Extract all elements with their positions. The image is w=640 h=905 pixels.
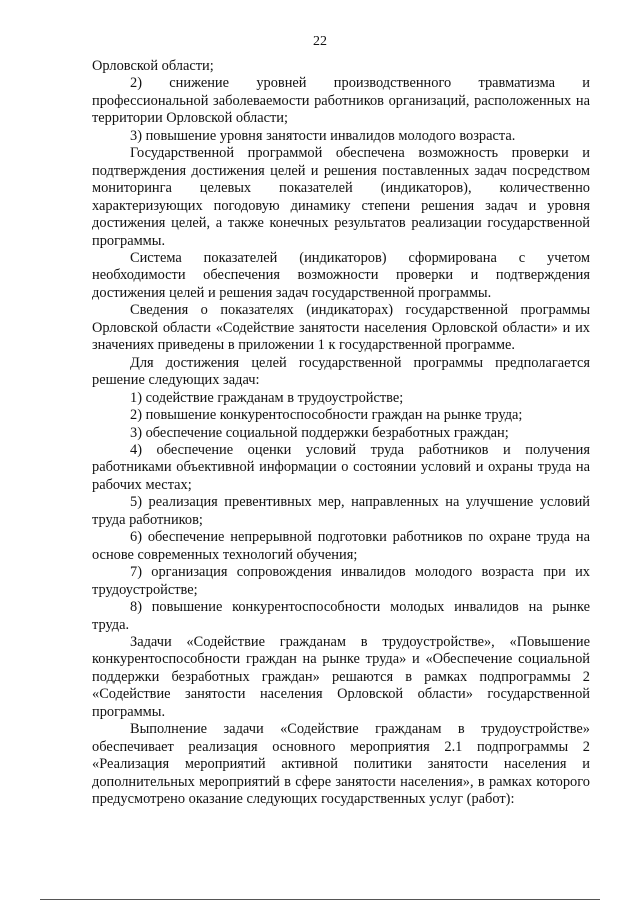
- document-body: [92, 58, 590, 808]
- task-item: 2) повышение конкурентоспособности граждан на рынке труда;: [130, 407, 523, 424]
- task-item: 7) организация сопровождения инвалидов молодого возраста при их трудоустройстве;: [92, 564, 590, 598]
- task-item: 6) обеспечение непрерывной подготовки работников по охране труда на основе современных технологий обучения;: [92, 529, 590, 563]
- paragraph-task-execution: Выполнение задачи «Содействие гражданам в трудоустройстве» обеспечивает реализация основного мероприятия 2.1 подпрограммы 2 «Реализация мероприятий активной политики занятости населения и дополнительных мероприятий в сфере занятости населения», в рамках которого предусмотрено оказание следующих государственных услуг (работ):: [92, 721, 590, 808]
- task-item: 5) реализация превентивных мер, направленных на улучшение условий труда работников;: [92, 494, 590, 528]
- task-item: 3) обеспечение социальной поддержки безработных граждан;: [130, 424, 509, 441]
- paragraph-continuation: Орловской области;: [92, 58, 214, 74]
- bottom-rule: [40, 899, 600, 900]
- paragraph-goal-2: 2) снижение уровней производственного травматизма и профессиональной заболеваемости работников организаций, расположенных на территории Орловской области;: [92, 75, 590, 127]
- paragraph-subprogram-tasks: Задачи «Содействие гражданам в трудоустройстве», «Повышение конкурентоспособности граждан на рынке труда» и «Обеспечение социальной поддержки безработных граждан» решаются в рамках подпрограммы 2 «Содействие занятости населения Орловской области» государственной программы.: [92, 633, 590, 720]
- paragraph-indicator-info: Сведения о показателях (индикаторах) государственной программы Орловской области «Содействие занятости населения Орловской области» и их значениях приведены в приложении 1 к государственной программе.: [92, 302, 590, 354]
- paragraph-goal-3: 3) повышение уровня занятости инвалидов молодого возраста.: [130, 127, 516, 144]
- paragraph-tasks-intro: Для достижения целей государственной программы предполагается решение следующих задач:: [92, 354, 590, 389]
- page-number: 22: [313, 34, 327, 49]
- task-item: 8) повышение конкурентоспособности молодых инвалидов на рынке труда.: [92, 599, 590, 633]
- task-item: 1) содействие гражданам в трудоустройстве;: [130, 389, 404, 406]
- task-item: 4) обеспечение оценки условий труда работников и получения работниками объективной информации о состоянии условий и охраны труда на рабочих местах;: [92, 441, 590, 493]
- paragraph-monitoring: Государственной программой обеспечена возможность проверки и подтверждения достижения целей и решения поставленных задач посредством мониторинга целевых показателей (индикаторов), количественно характеризующих погодовую динамику степени решения задач и уровня достижения целей, а также конечных результатов реализации государственной программы.: [92, 145, 590, 249]
- paragraph-indicator-system: Система показателей (индикаторов) сформирована с учетом необходимости обеспечения возможности проверки и подтверждения достижения целей и решения задач государственной программы.: [92, 249, 590, 301]
